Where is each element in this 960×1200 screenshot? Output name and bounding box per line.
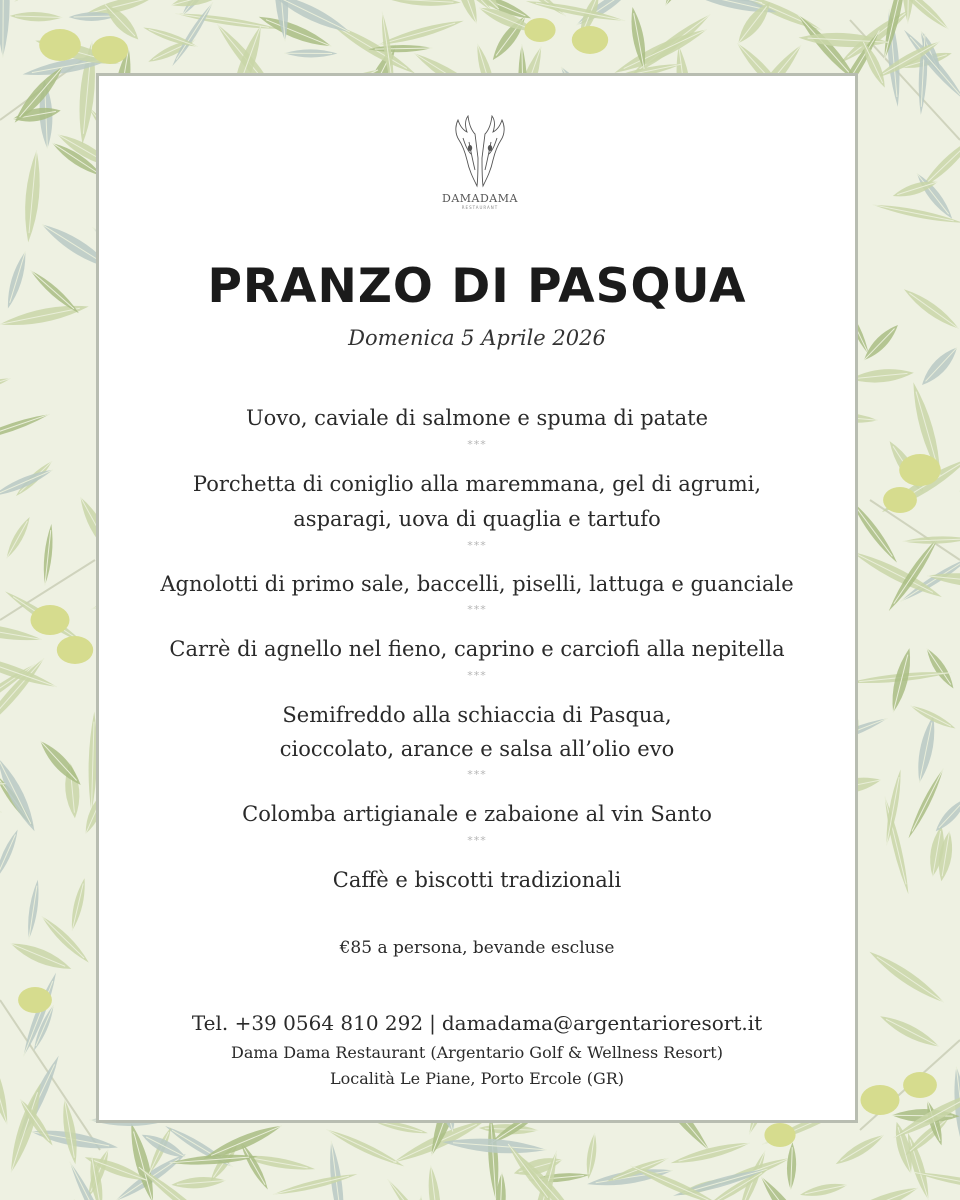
leaf-vein — [909, 293, 958, 329]
leaf-vein — [7, 521, 28, 558]
olive-leaf — [659, 0, 711, 9]
olive-leaf — [0, 410, 51, 444]
olive-fruit — [524, 18, 555, 42]
course-separator: *** — [467, 603, 487, 616]
course-separator: *** — [467, 834, 487, 847]
course-separator: *** — [467, 669, 487, 682]
leaf-vein — [665, 0, 700, 6]
course-7: Caffè e biscotti tradizionali — [332, 868, 622, 892]
olive-leaf — [410, 1195, 426, 1200]
leaf-vein — [42, 916, 84, 958]
course-2-line-1: Porchetta di coniglio alla maremmana, gel di agrumi, — [192, 472, 762, 496]
olive-leaf — [0, 0, 10, 57]
olive-leaf — [326, 1140, 348, 1200]
course-6: Colomba artigianale e zabaione al vin Santo — [242, 802, 712, 826]
phone-number: Tel. +39 0564 810 292 — [191, 1011, 424, 1035]
price-note: €85 a persona, bevande escluse — [339, 938, 615, 958]
leaf-vein — [679, 1143, 750, 1161]
leaf-vein — [926, 347, 958, 381]
olive-fruit — [31, 605, 70, 635]
olive-fruit — [57, 636, 93, 664]
course-5-line-1: Semifreddo alla schiaccia di Pasqua, — [282, 703, 672, 727]
leaf-vein — [11, 944, 66, 967]
olive-fruit — [899, 454, 941, 486]
course-4: Carrè di agnello nel fieno, caprino e carciofi alla nepitella — [169, 637, 785, 661]
olive-fruit — [92, 36, 128, 64]
venue-name: Dama Dama Restaurant (Argentario Golf & Wellness Resort) — [231, 1043, 723, 1062]
olive-fruit — [39, 29, 81, 61]
leaf-vein — [864, 329, 895, 361]
olive-leaf — [169, 0, 232, 12]
leaf-vein — [863, 42, 882, 83]
leaf-vein — [30, 270, 74, 309]
olive-leaf — [12, 0, 56, 5]
leaf-vein — [40, 741, 76, 781]
course-separator: *** — [467, 768, 487, 781]
course-2-line-2: asparagi, uova di quaglia e tartufo — [293, 507, 661, 531]
olive-leaf — [0, 828, 21, 881]
leaf-vein — [3, 0, 4, 57]
leaf-vein — [0, 804, 2, 813]
leaf-vein — [0, 783, 6, 784]
olive-leaf — [0, 1046, 13, 1127]
leaf-vein — [886, 1019, 939, 1046]
contact-divider: | — [429, 1011, 436, 1035]
course-1: Uovo, caviale di salmone e spuma di patate — [245, 406, 708, 430]
olive-leaf — [932, 795, 960, 835]
olive-leaf — [0, 466, 55, 501]
leaf-vein — [738, 6, 766, 43]
olive-leaf — [838, 1182, 920, 1200]
leaf-vein — [326, 1129, 396, 1162]
leaf-vein — [176, 2, 213, 59]
leaf-vein — [10, 251, 26, 302]
olive-branch — [870, 500, 960, 560]
email-address: damadama@argentarioresort.it — [441, 1011, 763, 1035]
olive-fruit — [883, 487, 917, 513]
leaf-vein — [15, 0, 49, 2]
olive-leaf — [0, 799, 3, 817]
olive-leaf — [901, 285, 960, 333]
leaf-vein — [927, 648, 951, 684]
olive-fruit — [861, 1085, 900, 1115]
olive-leaf — [917, 343, 960, 390]
olive-fruit — [572, 26, 608, 54]
event-date: Domenica 5 Aprile 2026 — [348, 326, 606, 350]
leaf-vein — [912, 768, 943, 831]
olive-fruit — [18, 987, 52, 1013]
twin-deer-icon — [449, 112, 511, 192]
olive-leaf — [950, 1066, 960, 1160]
logo-subtitle: RESTAURANT — [461, 205, 499, 210]
course-3: Agnolotti di primo sale, baccelli, piselli, lattuga e guanciale — [160, 572, 794, 596]
course-5-line-2: cioccolato, arance e salsa all’olio evo — [279, 737, 675, 761]
venue-address: Località Le Piane, Porto Ercole (GR) — [329, 1069, 625, 1088]
course-separator: *** — [467, 438, 487, 451]
leaf-vein — [877, 957, 944, 1002]
course-separator: *** — [467, 539, 487, 552]
leaf-vein — [848, 9, 911, 57]
leaf-vein — [175, 14, 268, 28]
olive-fruit — [764, 1123, 795, 1147]
menu-card — [96, 73, 858, 1123]
logo-name: DAMADAMA — [442, 192, 518, 205]
olive-fruit — [903, 1072, 937, 1098]
leaf-vein — [841, 1135, 884, 1161]
restaurant-logo — [430, 112, 530, 210]
contact-line — [99, 1011, 855, 1035]
page-title: PRANZO DI PASQUA — [207, 259, 747, 314]
